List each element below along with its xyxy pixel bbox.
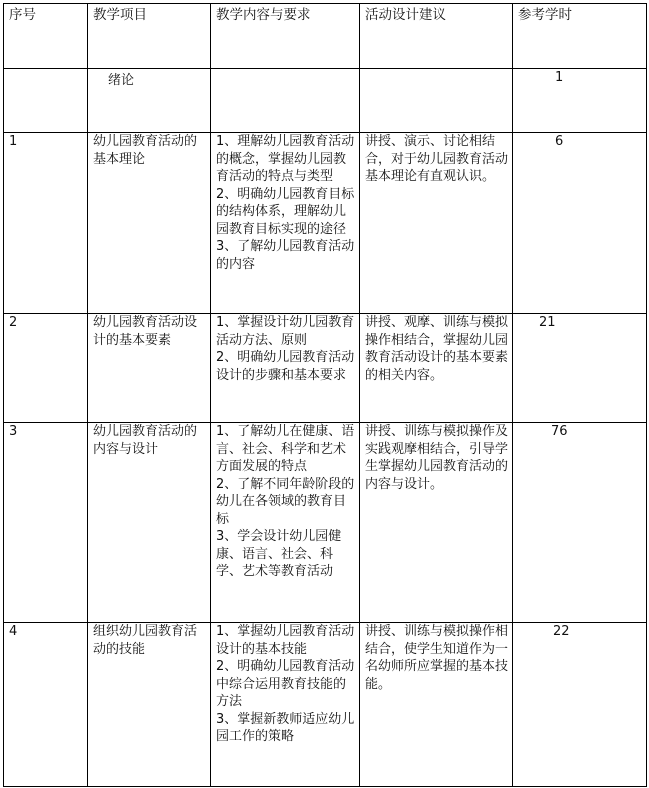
table-row <box>4 69 647 133</box>
cell-no: 4 <box>4 623 88 787</box>
cell-content: 1、了解幼儿在健康、语言、社会、科学和艺术方面发展的特点 2、了解不同年龄阶段的幼儿在各领域的教育目标 3、学会设计幼儿园健康、语言、社会、科学、艺术等教育活动 <box>211 423 360 623</box>
cell-no: 2 <box>4 314 88 423</box>
cell-design: 讲授、训练与模拟操作及实践观摩相结合，引导学生掌握幼儿园教育活动的内容与设计。 <box>360 423 513 623</box>
header-design: 活动设计建议 <box>360 4 513 69</box>
header-project: 教学项目 <box>88 4 211 69</box>
cell-content <box>211 69 360 133</box>
cell-no: 1 <box>4 133 88 314</box>
table-row <box>4 423 647 623</box>
cell-project: 幼儿园教育活动设计的基本要素 <box>88 314 211 423</box>
curriculum-table <box>3 3 647 787</box>
cell-design: 讲授、观摩、训练与模拟操作相结合，掌握幼儿园教育活动设计的基本要素的相关内容。 <box>360 314 513 423</box>
cell-no: 3 <box>4 423 88 623</box>
cell-no <box>4 69 88 133</box>
table-row <box>4 314 647 423</box>
cell-project: 绪论 <box>88 69 211 133</box>
cell-design <box>360 69 513 133</box>
cell-project: 组织幼儿园教育活动的技能 <box>88 623 211 787</box>
table-row <box>4 623 647 787</box>
cell-project: 幼儿园教育活动的基本理论 <box>88 133 211 314</box>
table-header-row <box>4 4 647 69</box>
cell-design: 讲授、训练与模拟操作相结合，使学生知道作为一名幼师所应掌握的基本技能。 <box>360 623 513 787</box>
header-content: 教学内容与要求 <box>211 4 360 69</box>
cell-hours: 1 <box>513 69 647 133</box>
header-no: 序号 <box>4 4 88 69</box>
header-hours: 参考学时 <box>513 4 647 69</box>
cell-content: 1、理解幼儿园教育活动的概念，掌握幼儿园教育活动的特点与类型 2、明确幼儿园教育目标的结构体系，理解幼儿园教育目标实现的途径 3、了解幼儿园教育活动的内容 <box>211 133 360 314</box>
cell-content: 1、掌握幼儿园教育活动设计的基本技能 2、明确幼儿园教育活动中综合运用教育技能的方法 3、掌握新教师适应幼儿园工作的策略 <box>211 623 360 787</box>
table-row <box>4 133 647 314</box>
cell-hours: 21 <box>513 314 647 423</box>
cell-project: 幼儿园教育活动的内容与设计 <box>88 423 211 623</box>
cell-content: 1、掌握设计幼儿园教育活动方法、原则 2、明确幼儿园教育活动设计的步骤和基本要求 <box>211 314 360 423</box>
cell-hours: 6 <box>513 133 647 314</box>
cell-hours: 22 <box>513 623 647 787</box>
cell-hours: 76 <box>513 423 647 623</box>
cell-design: 讲授、演示、讨论相结合，对于幼儿园教育活动基本理论有直观认识。 <box>360 133 513 314</box>
